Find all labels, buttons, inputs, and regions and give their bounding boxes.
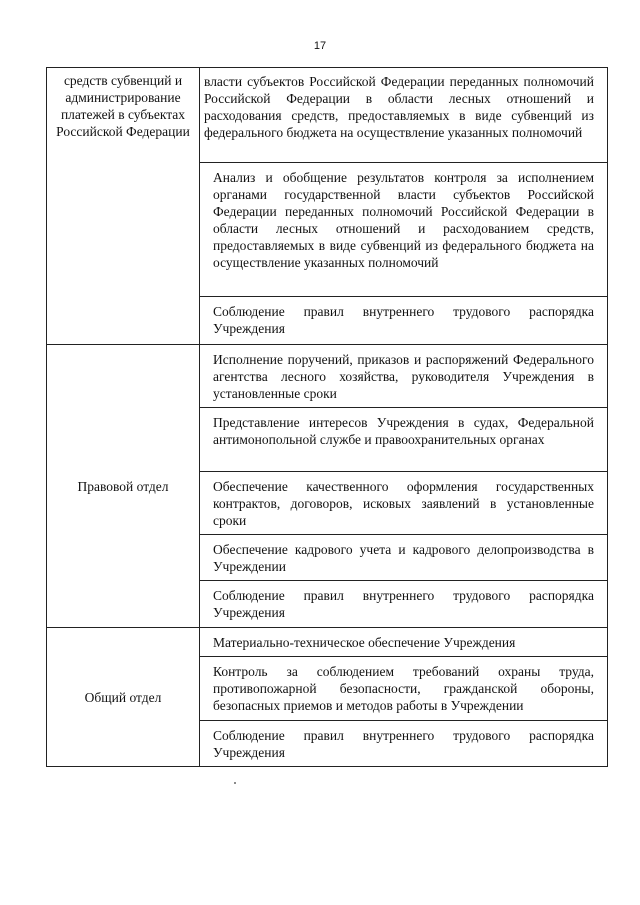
function-text: Контроль за соблюдением требований охраны труда, противопожарной безопасности, гражданской обороны, безопасных приемов и методов работы в Учреждении xyxy=(213,664,594,713)
table-row xyxy=(47,628,608,657)
unit-cell-subventions xyxy=(47,68,200,345)
function-text: Материально-техническое обеспечение Учреждения xyxy=(213,635,516,650)
function-cell xyxy=(200,163,608,297)
function-cell xyxy=(200,657,608,721)
function-text: власти субъектов Российской Федерации переданных полномочий Российской Федерации в области лесных отношений и расходования средств, предоставляемых в виде субвенций из федерального бюджета на осуществление указанных полномочий xyxy=(204,74,594,140)
function-cell xyxy=(200,472,608,535)
function-text: Обеспечение качественного оформления государственных контрактов, договоров, исковых заявлений в установленные сроки xyxy=(213,479,594,528)
function-cell xyxy=(200,68,608,163)
unit-cell-general xyxy=(47,628,200,767)
unit-label: Общий отдел xyxy=(84,689,162,705)
function-text: Обеспечение кадрового учета и кадрового делопроизводства в Учреждении xyxy=(213,542,594,574)
scan-speck xyxy=(234,782,236,784)
function-cell xyxy=(200,628,608,657)
unit-label: Правовой отдел xyxy=(77,478,169,494)
function-text: Соблюдение правил внутреннего трудового распорядка Учреждения xyxy=(213,304,594,336)
function-cell xyxy=(200,345,608,408)
unit-cell-legal xyxy=(47,345,200,628)
function-cell xyxy=(200,408,608,472)
page-number: 17 xyxy=(313,40,327,52)
function-text: Представление интересов Учреждения в судах, Федеральной антимонопольной службе и правоохранительных органах xyxy=(213,415,594,447)
unit-label: средств субвенций и администрирование платежей в субъектах Российской Федерации xyxy=(56,73,190,139)
function-text: Исполнение поручений, приказов и распоряжений Федерального агентства лесного хозяйства, руководителя Учреждения в установленные сроки xyxy=(213,352,594,401)
function-cell xyxy=(200,297,608,345)
function-cell xyxy=(200,721,608,767)
table-row xyxy=(47,68,608,163)
function-cell xyxy=(200,581,608,628)
function-text: Соблюдение правил внутреннего трудового распорядка Учреждения xyxy=(213,728,594,760)
function-cell xyxy=(200,535,608,581)
table-row xyxy=(47,345,608,408)
functions-table xyxy=(46,67,608,767)
function-text: Соблюдение правил внутреннего трудового распорядка Учреждения xyxy=(213,588,594,620)
function-text: Анализ и обобщение результатов контроля за исполнением органами государственной власти субъектов Российской Федерации переданных полномочий Российской Федерации в области лесных отношений и расходованием средств, предоставляемых в виде субвенций из федерального бюджета на осуществление указанных полномочий xyxy=(213,170,594,270)
